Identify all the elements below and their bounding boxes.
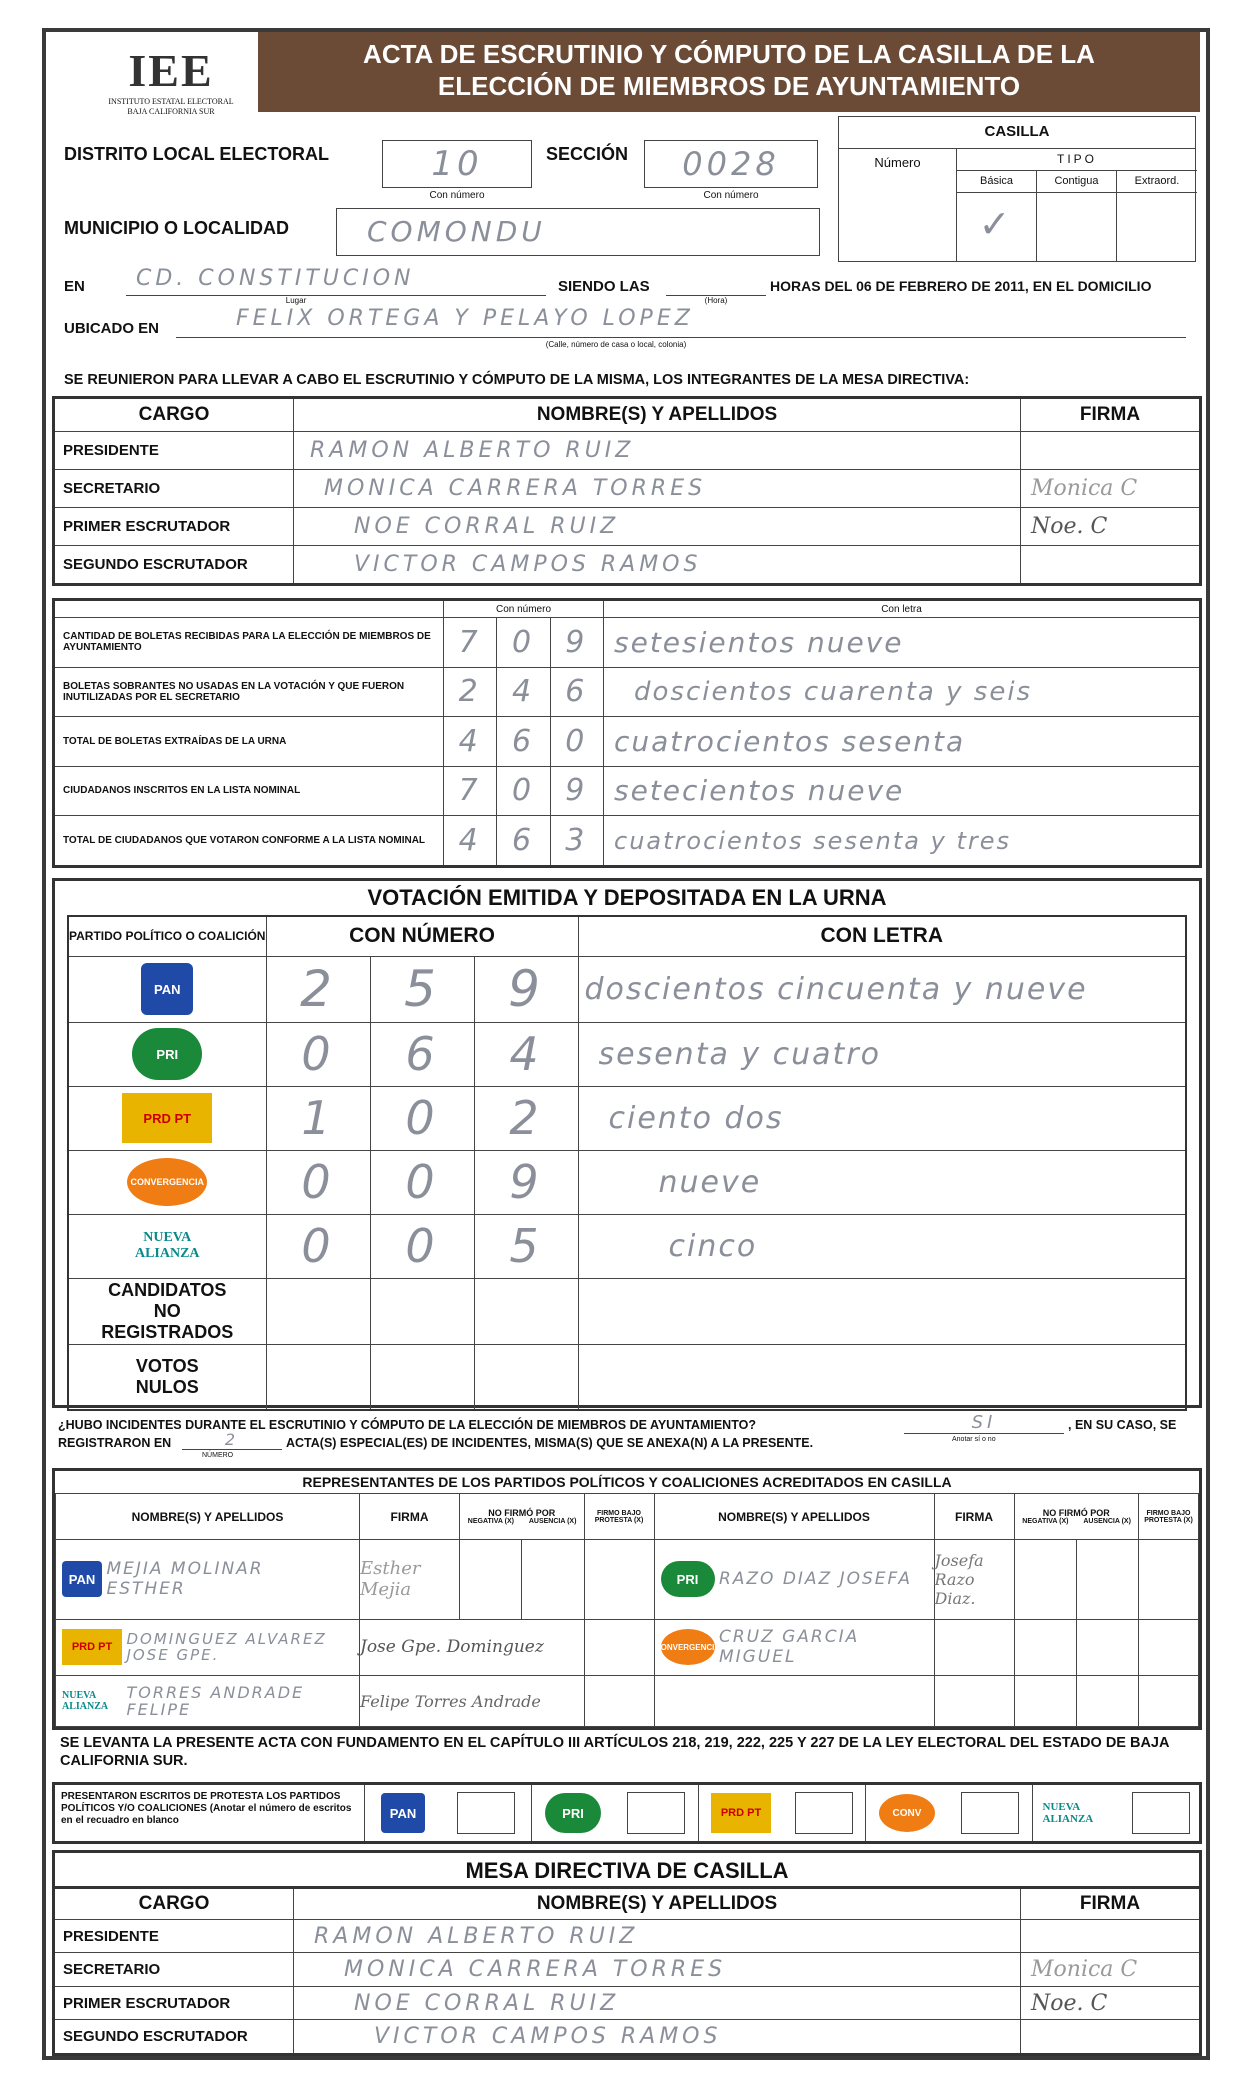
boletas-digit[interactable]: 0 (497, 766, 550, 816)
rep-row (56, 1540, 1199, 1620)
iee-acronym: IEE (128, 45, 214, 96)
votacion-digit[interactable]: 6 (370, 1022, 474, 1086)
protesta-text: PRESENTARON ESCRITOS DE PROTESTA LOS PARTIDOS POLÍTICOS Y/O COALICIONES (Anotar el número de escritos en el recuadro en blanco (55, 1785, 365, 1841)
pri-logo-icon: PRI (132, 1028, 202, 1080)
mesa-final-row (54, 1986, 1201, 2019)
seccion-label: SECCIÓN (546, 144, 629, 164)
rep-nombre[interactable]: RAZO DIAZ JOSEFA (718, 1569, 912, 1590)
nombre-segundo-escrutador[interactable]: VICTOR CAMPOS RAMOS (294, 545, 1021, 584)
mesa-final-section (52, 1850, 1202, 2056)
rep-ausencia[interactable] (1076, 1619, 1138, 1675)
votacion-digit[interactable]: 0 (370, 1086, 474, 1150)
casilla-box (838, 116, 1196, 262)
rep-row (56, 1676, 1199, 1727)
cargo-secretario: SECRETARIO (54, 1953, 294, 1986)
convergencia-logo-icon: CONVERGENCIA (661, 1629, 715, 1665)
votacion-row-pan (68, 956, 1186, 1022)
nombre-secretario[interactable]: MONICA CARRERA TORRES (294, 1953, 1021, 1986)
boletas-row (54, 667, 1201, 717)
boletas-digit[interactable]: 3 (550, 816, 603, 867)
rep-firma-header-left: FIRMA (360, 1494, 460, 1540)
rep-firma[interactable]: Esther Mejia (360, 1540, 460, 1620)
reunion-text: SE REUNIERON PARA LLEVAR A CABO EL ESCRUTINIO Y CÓMPUTO DE LA MISMA, LOS INTEGRANTES DE LA MESA DIRECTIVA: (64, 372, 970, 388)
rep-protesta[interactable] (584, 1676, 654, 1727)
votacion-digit[interactable]: 0 (266, 1214, 370, 1278)
boletas-digit[interactable]: 0 (550, 717, 603, 767)
firma-primer-escrutador[interactable]: Noe. C (1021, 507, 1201, 545)
rep-nombres-header-left: NOMBRE(S) Y APELLIDOS (56, 1494, 360, 1540)
votacion-digit[interactable]: 5 (370, 956, 474, 1022)
votacion-digit[interactable]: 9 (474, 1150, 578, 1214)
votacion-letra[interactable] (578, 1278, 1186, 1344)
convergencia-logo-icon: CONVERGENCIA (127, 1158, 207, 1206)
partido-header: PARTIDO POLÍTICO O COALICIÓN (68, 916, 266, 956)
cargo-presidente: PRESIDENTE (54, 432, 294, 470)
nombre-presidente[interactable]: RAMON ALBERTO RUIZ (294, 1920, 1021, 1953)
anotar-hint: Anotar sí o no (952, 1436, 996, 1443)
nueva-alianza-logo-icon: NUEVA ALIANZA (62, 1690, 109, 1713)
mesa-final-row (54, 1953, 1201, 1986)
distrito-field[interactable]: 10 (382, 140, 532, 188)
document-title (258, 32, 1200, 112)
votacion-digit[interactable] (370, 1278, 474, 1344)
hora-hint: (Hora) (704, 296, 728, 305)
boletas-digit[interactable]: 6 (550, 667, 603, 717)
boletas-row (54, 717, 1201, 767)
casilla-extraord-label: Extraord. (1117, 171, 1197, 193)
cargo-secretario: SECRETARIO (54, 469, 294, 507)
votacion-digit[interactable]: 0 (370, 1150, 474, 1214)
pan-logo-icon: PAN (381, 1793, 425, 1833)
ausencia-label: AUSENCIA (X) (1083, 1518, 1131, 1525)
incidentes-line1-end: , EN SU CASO, SE (1068, 1418, 1177, 1432)
votacion-letra[interactable]: cinco (578, 1214, 1186, 1278)
votacion-numero-header: CON NÚMERO (266, 916, 578, 956)
boletas-label: BOLETAS SOBRANTES NO USADAS EN LA VOTACIÓN Y QUE FUERON INUTILIZADAS POR EL SECRETARIO (54, 667, 444, 717)
votacion-letra[interactable]: nueve (578, 1150, 1186, 1214)
boletas-digit[interactable]: 4 (444, 717, 497, 767)
votacion-digit[interactable] (266, 1344, 370, 1410)
firma-header: FIRMA (1021, 398, 1201, 432)
rep-nombre[interactable]: CRUZ GARCIA MIGUEL (718, 1627, 860, 1668)
firma-header: FIRMA (1021, 1888, 1201, 1920)
rep-row (56, 1619, 1199, 1675)
siendo-las-label: SIENDO LAS (558, 278, 650, 295)
negativa-label: NEGATIVA (X) (467, 1518, 514, 1525)
title-line-2: ELECCIÓN DE MIEMBROS DE AYUNTAMIENTO (437, 71, 1021, 101)
incidentes-answer[interactable]: SI (904, 1412, 1064, 1434)
institute-name: INSTITUTO ESTATAL ELECTORAL BAJA CALIFORNIA SUR (108, 97, 234, 116)
firma-presidente[interactable] (1021, 1920, 1201, 1953)
title-line-1: ACTA DE ESCRUTINIO Y CÓMPUTO DE LA CASILLA DE LA (363, 39, 1095, 69)
cargo-presidente: PRESIDENTE (54, 1920, 294, 1953)
boletas-digit[interactable]: 7 (444, 618, 497, 668)
boletas-digit[interactable]: 9 (550, 766, 603, 816)
negativa-label: NEGATIVA (X) (1022, 1518, 1069, 1525)
nombre-primer-escrutador[interactable]: NOE CORRAL RUIZ (294, 1986, 1021, 2019)
boletas-label: TOTAL DE BOLETAS EXTRAÍDAS DE LA URNA (54, 717, 444, 767)
prd-pt-logo-icon: PRD PT (62, 1629, 122, 1665)
rep-ausencia[interactable] (1076, 1676, 1138, 1727)
firma-secretario[interactable]: Monica C (1021, 1953, 1201, 1986)
votacion-digit[interactable] (474, 1344, 578, 1410)
votacion-section (52, 878, 1202, 1408)
boletas-label: TOTAL DE CIUDADANOS QUE VOTARON CONFORME A LA LISTA NOMINAL (54, 816, 444, 867)
incidentes-count[interactable]: 2 (182, 1430, 282, 1450)
rep-protesta[interactable] (1139, 1619, 1199, 1675)
votacion-digit[interactable]: 1 (266, 1086, 370, 1150)
votacion-row-nueva-alianza (68, 1214, 1186, 1278)
boletas-digit[interactable]: 6 (497, 717, 550, 767)
pri-logo-icon: PRI (661, 1561, 715, 1597)
votacion-row-convergencia (68, 1150, 1186, 1214)
seccion-hint: Con número (703, 190, 759, 201)
nombre-presidente[interactable]: RAMON ALBERTO RUIZ (294, 432, 1021, 470)
firma-segundo-escrutador[interactable] (1021, 2020, 1201, 2055)
nombre-primer-escrutador[interactable]: NOE CORRAL RUIZ (294, 507, 1021, 545)
boletas-letra[interactable]: setecientos nueve (604, 766, 1201, 816)
prd-pt-logo-icon: PRD PT (711, 1793, 771, 1833)
horas-text: HORAS DEL 06 DE FEBRERO DE 2011, EN EL DOMICILIO (770, 278, 1152, 294)
cargo-header: CARGO (54, 1888, 294, 1920)
distrito-label: DISTRITO LOCAL ELECTORAL (64, 144, 330, 164)
boletas-digit[interactable]: 9 (550, 618, 603, 668)
mesa-final-title: MESA DIRECTIVA DE CASILLA (52, 1850, 1202, 1886)
casilla-contigua-label: Contigua (1037, 171, 1116, 193)
votacion-digit[interactable]: 0 (370, 1214, 474, 1278)
distrito-hint: Con número (429, 190, 485, 201)
protesta-count-pan[interactable] (457, 1792, 515, 1834)
calle-hint: (Calle, número de casa o local, colonia) (545, 340, 687, 349)
votacion-row-prd-pt (68, 1086, 1186, 1150)
boletas-digit[interactable]: 6 (497, 816, 550, 867)
boletas-letra[interactable]: doscientos cuarenta y seis (604, 667, 1201, 717)
votacion-digit[interactable] (266, 1278, 370, 1344)
votacion-digit[interactable] (474, 1278, 578, 1344)
convergencia-logo-icon: CONV (879, 1794, 935, 1832)
mesa-row-primer-escrutador (54, 507, 1201, 545)
nueva-alianza-logo-icon: NUEVA ALIANZA (134, 1230, 200, 1261)
votacion-letra[interactable]: sesenta y cuatro (578, 1022, 1186, 1086)
en-field[interactable]: CD. CONSTITUCION (126, 266, 546, 296)
cargo-segundo-escrutador: SEGUNDO ESCRUTADOR (54, 545, 294, 584)
incidentes-registraron: REGISTRARON EN (58, 1436, 172, 1450)
votacion-row-nulos (68, 1344, 1186, 1410)
rep-firma[interactable]: Felipe Torres Andrade (360, 1676, 585, 1727)
cargo-primer-escrutador: PRIMER ESCRUTADOR (54, 1986, 294, 2019)
ubicado-field[interactable]: FELIX ORTEGA Y PELAYO LOPEZ (176, 306, 1186, 338)
votacion-letra[interactable]: ciento dos (578, 1086, 1186, 1150)
nueva-alianza-logo-icon: NUEVA ALIANZA (1042, 1801, 1094, 1825)
rep-nofirmo-header-left (460, 1494, 585, 1540)
casilla-numero-label: Número (874, 155, 921, 170)
boletas-label: CANTIDAD DE BOLETAS RECIBIDAS PARA LA ELECCIÓN DE MIEMBROS DE AYUNTAMIENTO (54, 618, 444, 668)
rep-nombre[interactable]: DOMINGUEZ ALVAREZ JOSE GPE. (126, 1630, 327, 1665)
iee-logo (86, 44, 256, 144)
boletas-digit[interactable]: 2 (444, 667, 497, 717)
rep-firma[interactable]: Jose Gpe. Dominguez (360, 1619, 585, 1675)
votacion-digit[interactable]: 9 (474, 956, 578, 1022)
boletas-table (52, 598, 1202, 868)
votacion-digit[interactable]: 2 (266, 956, 370, 1022)
votacion-title: VOTACIÓN EMITIDA Y DEPOSITADA EN LA URNA (367, 885, 887, 910)
no-registrados-label: CANDIDATOS NO REGISTRADOS (68, 1278, 266, 1344)
votos-nulos-label: VOTOS NULOS (68, 1344, 266, 1410)
boletas-digit[interactable]: 4 (444, 816, 497, 867)
cargo-segundo-escrutador: SEGUNDO ESCRUTADOR (54, 2020, 294, 2055)
votacion-letra[interactable]: doscientos cincuenta y nueve (578, 956, 1186, 1022)
municipio-label: MUNICIPIO O LOCALIDAD (64, 218, 289, 238)
votacion-digit[interactable]: 2 (474, 1086, 578, 1150)
rep-ausencia[interactable] (1076, 1540, 1138, 1620)
votacion-row-pri (68, 1022, 1186, 1086)
boletas-letra-header: Con letra (604, 600, 1201, 618)
boletas-label: CIUDADANOS INSCRITOS EN LA LISTA NOMINAL (54, 766, 444, 816)
no-firmo-label: NO FIRMÓ POR (488, 1508, 556, 1518)
votacion-row-no-registrados (68, 1278, 1186, 1344)
votacion-digit[interactable]: 5 (474, 1214, 578, 1278)
hora-field[interactable] (666, 266, 766, 296)
mesa-row-secretario (54, 469, 1201, 507)
boletas-digit[interactable]: 4 (497, 667, 550, 717)
pan-logo-icon: PAN (141, 963, 193, 1015)
mesa-row-presidente (54, 432, 1201, 470)
casilla-tipo-label: TIPO (957, 149, 1197, 171)
boletas-digit[interactable]: 7 (444, 766, 497, 816)
no-firmo-label: NO FIRMÓ POR (1042, 1508, 1110, 1518)
rep-negativa[interactable] (1014, 1540, 1076, 1620)
fundamento-text: SE LEVANTA LA PRESENTE ACTA CON FUNDAMENTO EN EL CAPÍTULO III ARTÍCULOS 218, 219, 222, 225 Y 227 DE LA LEY ELECTORAL DEL ESTADO DE BAJA CALIFORNIA SUR. (60, 1735, 1169, 1769)
firma-secretario[interactable]: Monica C (1021, 469, 1201, 507)
rep-negativa[interactable] (1014, 1676, 1076, 1727)
representantes-section (52, 1468, 1202, 1730)
casilla-basica-label: Básica (957, 171, 1036, 193)
votacion-digit[interactable] (370, 1344, 474, 1410)
rep-firma[interactable]: Josefa Razo Diaz. (934, 1540, 1014, 1620)
rep-firma[interactable] (934, 1619, 1014, 1675)
nombres-header: NOMBRE(S) Y APELLIDOS (294, 1888, 1021, 1920)
acta-sheet (42, 28, 1210, 2060)
rep-nombres-header-right: NOMBRE(S) Y APELLIDOS (654, 1494, 934, 1540)
rep-firma[interactable] (934, 1676, 1014, 1727)
lugar-hint: Lugar (285, 296, 307, 305)
representantes-title: REPRESENTANTES DE LOS PARTIDOS POLÍTICOS Y COALICIONES ACREDITADOS EN CASILLA (302, 1474, 952, 1490)
nombres-header: NOMBRE(S) Y APELLIDOS (294, 398, 1021, 432)
protesta-count-pri[interactable] (627, 1792, 685, 1834)
boletas-row (54, 618, 1201, 668)
protesta-count-convergencia[interactable] (961, 1792, 1019, 1834)
rep-nombre[interactable]: TORRES ANDRADE FELIPE (126, 1683, 305, 1720)
boletas-digit[interactable]: 0 (497, 618, 550, 668)
boletas-letra[interactable]: cuatrocientos sesenta y tres (604, 816, 1201, 867)
rep-protesta[interactable] (584, 1540, 654, 1620)
casilla-title: CASILLA (839, 117, 1195, 149)
rep-protesta-header-left: FIRMO BAJO PROTESTA (X) (584, 1494, 654, 1540)
rep-nombre[interactable]: MEJIA MOLINAR ESTHER (106, 1559, 264, 1600)
pan-logo-icon: PAN (62, 1561, 102, 1597)
prd-pt-logo-icon: PRD PT (122, 1093, 212, 1143)
votacion-letra-header: CON LETRA (578, 916, 1186, 956)
rep-protesta[interactable] (1139, 1540, 1199, 1620)
protesta-count-prd-pt[interactable] (795, 1792, 853, 1834)
boletas-numero-header: Con número (444, 600, 604, 618)
municipio-field[interactable]: COMONDU (336, 208, 820, 256)
nombre-secretario[interactable]: MONICA CARRERA TORRES (294, 469, 1021, 507)
incidentes-question: ¿HUBO INCIDENTES DURANTE EL ESCRUTINIO Y CÓMPUTO DE LA ELECCIÓN DE MIEMBROS DE AYUNTAMIENTO? (58, 1418, 756, 1432)
en-label: EN (64, 278, 85, 295)
cargo-header: CARGO (54, 398, 294, 432)
mesa-final-row (54, 2020, 1201, 2055)
nombre-segundo-escrutador[interactable]: VICTOR CAMPOS RAMOS (294, 2020, 1021, 2055)
boletas-row (54, 766, 1201, 816)
incidentes-actas-text: ACTA(S) ESPECIAL(ES) DE INCIDENTES, MISMA(S) QUE SE ANEXA(N) A LA PRESENTE. (286, 1436, 814, 1450)
rep-protesta[interactable] (584, 1619, 654, 1675)
rep-nombre[interactable] (654, 1676, 934, 1727)
mesa-directiva-table (52, 396, 1202, 586)
numero-hint: NÚMERO (202, 1452, 234, 1459)
cargo-primer-escrutador: PRIMER ESCRUTADOR (54, 507, 294, 545)
protesta-section (52, 1782, 1202, 1844)
votacion-digit[interactable]: 0 (266, 1022, 370, 1086)
rep-negativa[interactable] (1014, 1619, 1076, 1675)
rep-protesta[interactable] (1139, 1676, 1199, 1727)
ausencia-label: AUSENCIA (X) (528, 1518, 577, 1525)
rep-firma-header-right: FIRMA (934, 1494, 1014, 1540)
rep-ausencia[interactable] (522, 1540, 584, 1620)
rep-protesta-header-right: FIRMO BAJO PROTESTA (X) (1139, 1494, 1199, 1540)
mesa-row-segundo-escrutador (54, 545, 1201, 584)
incidentes-section (52, 1412, 1202, 1466)
rep-nofirmo-header-right (1014, 1494, 1139, 1540)
firma-segundo-escrutador[interactable] (1021, 545, 1201, 584)
boletas-row (54, 816, 1201, 867)
casilla-basica-check[interactable]: ✓ (978, 202, 1015, 246)
votacion-digit[interactable]: 0 (266, 1150, 370, 1214)
ubicado-label: UBICADO EN (64, 320, 160, 337)
seccion-field[interactable]: 0028 (644, 140, 818, 188)
votacion-digit[interactable]: 4 (474, 1022, 578, 1086)
votacion-letra[interactable] (578, 1344, 1186, 1410)
firma-primer-escrutador[interactable]: Noe. C (1021, 1986, 1201, 2019)
protesta-count-nueva-alianza[interactable] (1132, 1792, 1190, 1834)
firma-presidente[interactable] (1021, 432, 1201, 470)
boletas-letra[interactable]: setesientos nueve (604, 618, 1201, 668)
rep-negativa[interactable] (460, 1540, 522, 1620)
boletas-letra[interactable]: cuatrocientos sesenta (604, 717, 1201, 767)
pri-logo-icon: PRI (545, 1793, 601, 1833)
mesa-final-row (54, 1920, 1201, 1953)
